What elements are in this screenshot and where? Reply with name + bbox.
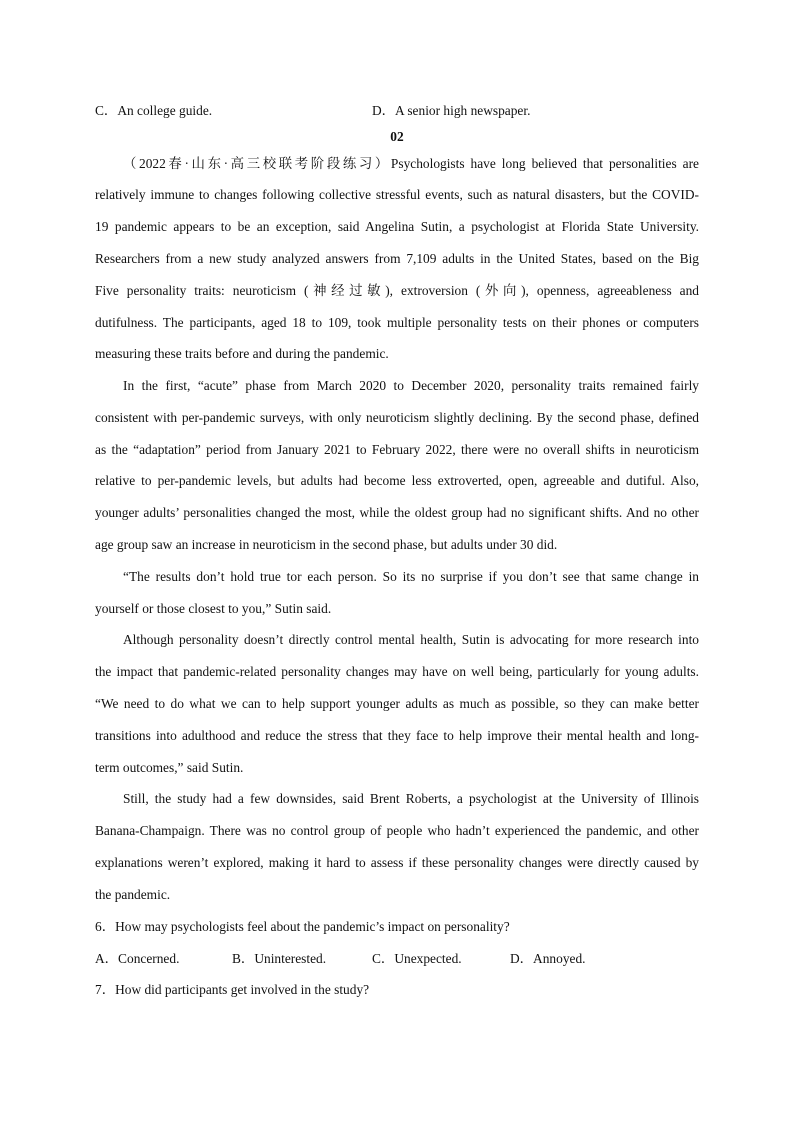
option-a: A．Concerned.	[95, 951, 180, 966]
paragraph-line: yourself or those closest to you,” Sutin said.	[95, 601, 332, 616]
paragraph-line: relatively immune to changes following collective stressful events, such as natural disasters, but the COVID-	[95, 187, 699, 202]
question-stem: 6．How may psychologists feel about the pandemic’s impact on personality?	[95, 919, 510, 934]
paragraph-line: age group saw an increase in neuroticism in the second phase, but adults under 30 did.	[95, 537, 558, 552]
passage-number: 02	[390, 129, 404, 144]
paragraph-line: In the first, “acute” phase from March 2020 to December 2020, personality traits remained fairly	[123, 378, 699, 393]
prev-option-d: D．A senior high newspaper.	[372, 103, 531, 118]
paragraph-line: the pandemic.	[95, 887, 171, 902]
paragraph-line: term outcomes,” said Sutin.	[95, 760, 244, 775]
paragraph-line: relative to per-pandemic levels, but adults had become less extroverted, open, agreeable and dutiful. Also,	[95, 473, 699, 488]
paragraph-line: transitions into adulthood and reduce the stress that they face to help improve their mental health and long-	[95, 728, 699, 743]
paragraph-line: Although personality doesn’t directly control mental health, Sutin is advocating for more research into	[123, 632, 699, 647]
paragraph-line: （2022春·山东·高三校联考阶段练习）Psychologists have long believed that personalities are	[123, 156, 699, 171]
question-stem: 7．How did participants get involved in the study?	[95, 982, 370, 997]
paragraph-line: 19 pandemic appears to be an exception, said Angelina Sutin, a psychologist at Florida State University.	[95, 219, 699, 234]
paragraph-line: Still, the study had a few downsides, said Brent Roberts, a psychologist at the University of Illinois	[123, 791, 699, 806]
paragraph-line: “The results don’t hold true tor each person. So its no surprise if you don’t see that same change in	[123, 569, 699, 584]
paragraph-line: Researchers from a new study analyzed answers from 7,109 adults in the United States, based on the Big	[95, 251, 699, 266]
option-c: C．Unexpected.	[372, 951, 462, 966]
paragraph-line: Five personality traits: neuroticism (神经过敏), extroversion (外向), openness, agreeableness and	[95, 283, 699, 298]
paragraph-line: the impact that pandemic-related personality changes may have on well being, particularly for young adults.	[95, 664, 699, 679]
option-d: D．Annoyed.	[510, 951, 586, 966]
paragraph-line: explanations weren’t explored, making it hard to assess if these personality changes were directly caused by	[95, 855, 699, 870]
paragraph-line: dutifulness. The participants, aged 18 to 109, took multiple personality tests on their phones or computers	[95, 315, 699, 330]
paragraph-line: younger adults’ personalities changed the most, while the oldest group had no significant shifts. And no other	[95, 505, 699, 520]
paragraph-line: Banana-Champaign. There was no control group of people who hadn’t experienced the pandemic, and other	[95, 823, 699, 838]
paragraph-line: as the “adaptation” period from January 2021 to February 2022, there were no overall shifts in neuroticism	[95, 442, 699, 457]
paragraph-line: “We need to do what we can to help support younger adults as much as possible, so they can make better	[95, 696, 699, 711]
prev-option-c: C．An college guide.	[95, 103, 213, 118]
paragraph-line: measuring these traits before and during the pandemic.	[95, 346, 389, 361]
paragraph-line: consistent with per-pandemic surveys, with only neuroticism slightly declining. By the second phase, defined	[95, 410, 699, 425]
option-b: B．Uninterested.	[232, 951, 327, 966]
